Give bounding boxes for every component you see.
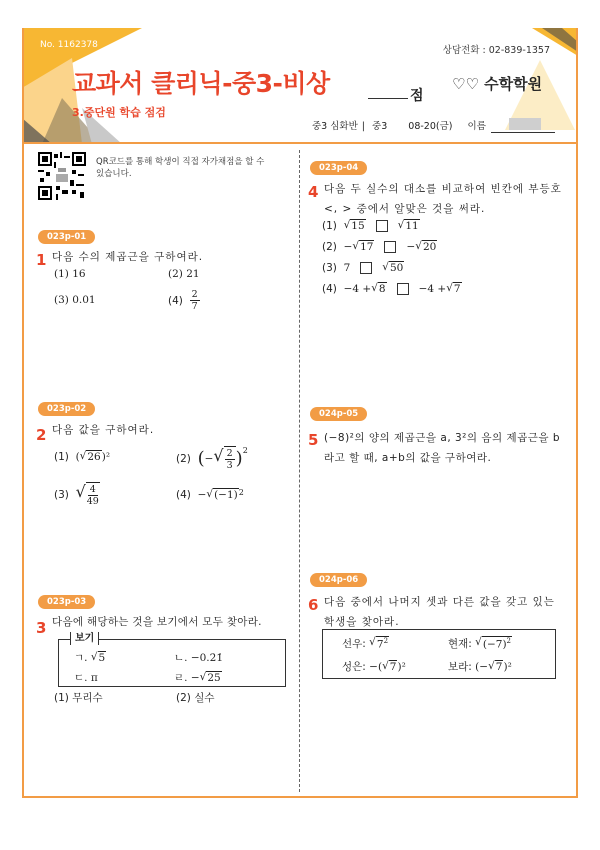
question-tag: 024p-06 xyxy=(310,573,367,587)
name-label: 이름 xyxy=(467,121,486,132)
qr-instructions: QR코드를 통해 학생이 직접 자가채점을 할 수 있습니다. xyxy=(96,157,265,179)
qr-code[interactable] xyxy=(38,152,86,200)
compare-row: (4) −4 + √ 8 −4 + √ 7 xyxy=(322,282,461,295)
student-answer: 현재: √ $(-7)^2$ xyxy=(448,636,512,651)
fraction: $\frac{2}{7}$ xyxy=(191,289,198,312)
answer-item: (2) 실수 xyxy=(176,692,215,704)
question-text: (−8)²의 양의 제곱근을 a, 3²의 음의 제곱근을 b라고 할 때, a+b의 값을 구하여라. xyxy=(324,432,561,464)
header-divider xyxy=(22,142,578,144)
question-tag: 024p-05 xyxy=(310,407,367,421)
question-number: 1 xyxy=(36,251,47,269)
answer-item: (3) 0.01 xyxy=(54,294,96,306)
date: 08-20(금) xyxy=(408,121,453,132)
student-answer: 보라: (− √ 7 )² xyxy=(448,660,512,673)
name-blank xyxy=(491,132,555,133)
choice-item: ㄷ. π xyxy=(74,672,98,684)
choice-item: ㄹ. − √ 25 xyxy=(174,671,221,684)
compare-row: (3) 7 √ 50 xyxy=(322,261,404,274)
answer-item: (4) $\frac{2}{7}$ xyxy=(168,289,198,312)
question-text: 다음 중에서 나머지 셋과 다른 값을 갖고 있는 학생을 찾아라. xyxy=(324,596,555,628)
score-label: 점 xyxy=(410,88,424,104)
compare-row: (2) − √ 17 − √ 20 xyxy=(322,240,437,253)
question-tag: 023p-03 xyxy=(38,595,95,609)
answer-item: (2) 21 xyxy=(168,268,200,280)
answer-item: (1) ( √ 26 )² xyxy=(54,450,111,463)
question-tag: 023p-04 xyxy=(310,161,367,175)
academy-name: ♡♡ 수학학원 xyxy=(452,75,543,93)
score-blank xyxy=(368,98,408,99)
unit-subtitle: 3.중단원 학습 점검 xyxy=(72,106,166,119)
column-divider xyxy=(299,150,300,792)
compare-row: (1) √ 15 √ 11 xyxy=(322,219,419,232)
name-redaction xyxy=(509,118,541,130)
choice-box-label: 보기 xyxy=(70,632,99,645)
question-number: 2 xyxy=(36,426,47,444)
grade: 중3 xyxy=(372,121,388,132)
question-tag: 023p-01 xyxy=(38,230,95,244)
question-tag: 023p-02 xyxy=(38,402,95,416)
question-text: 다음 두 실수의 대소를 비교하여 빈칸에 부등호 <, > 중에서 알맞은 것을 써라. xyxy=(324,183,562,215)
class-name: 중3 심화반 xyxy=(312,121,358,132)
choice-item: ㄱ. √ 5 xyxy=(74,651,106,664)
question-number: 3 xyxy=(36,619,47,637)
contact-phone: 상담전화 : 02-839-1357 xyxy=(442,45,550,56)
answer-blank[interactable] xyxy=(397,283,409,295)
answer-item: (1) 16 xyxy=(54,268,86,280)
student-info: 중3 심화반 | 중3 08-20(금) 이름 xyxy=(312,121,486,132)
question-text: 다음 값을 구하여라. xyxy=(52,424,155,436)
question-number: 4 xyxy=(308,183,319,201)
question-number: 5 xyxy=(308,431,319,449)
choice-item: ㄴ. −0.2̇1̇ xyxy=(174,652,223,664)
question-number: 6 xyxy=(308,596,319,614)
answer-blank[interactable] xyxy=(376,220,388,232)
answer-blank[interactable] xyxy=(384,241,396,253)
answer-item: (2) ( − √ $\frac{2}{3}$ ) 2 xyxy=(176,446,248,471)
answer-item: (1) 무리수 xyxy=(54,692,103,704)
answer-item: (3) √ $\frac{4}{49}$ xyxy=(54,482,99,507)
question-text: 다음에 해당하는 것을 보기에서 모두 찾아라. xyxy=(52,616,262,628)
document-number: No. 1162378 xyxy=(40,40,98,50)
page-title: 교과서 클리닉-중3-비상 xyxy=(72,69,330,98)
question-text: 다음 수의 제곱근을 구하여라. xyxy=(52,251,204,263)
student-answer: 성은: −( √ 7 )² xyxy=(342,660,406,673)
answer-blank[interactable] xyxy=(360,262,372,274)
answer-item: (4) − √ (−1) 2 xyxy=(176,488,244,501)
student-answer: 선우: √ $7^2$ xyxy=(342,636,389,651)
